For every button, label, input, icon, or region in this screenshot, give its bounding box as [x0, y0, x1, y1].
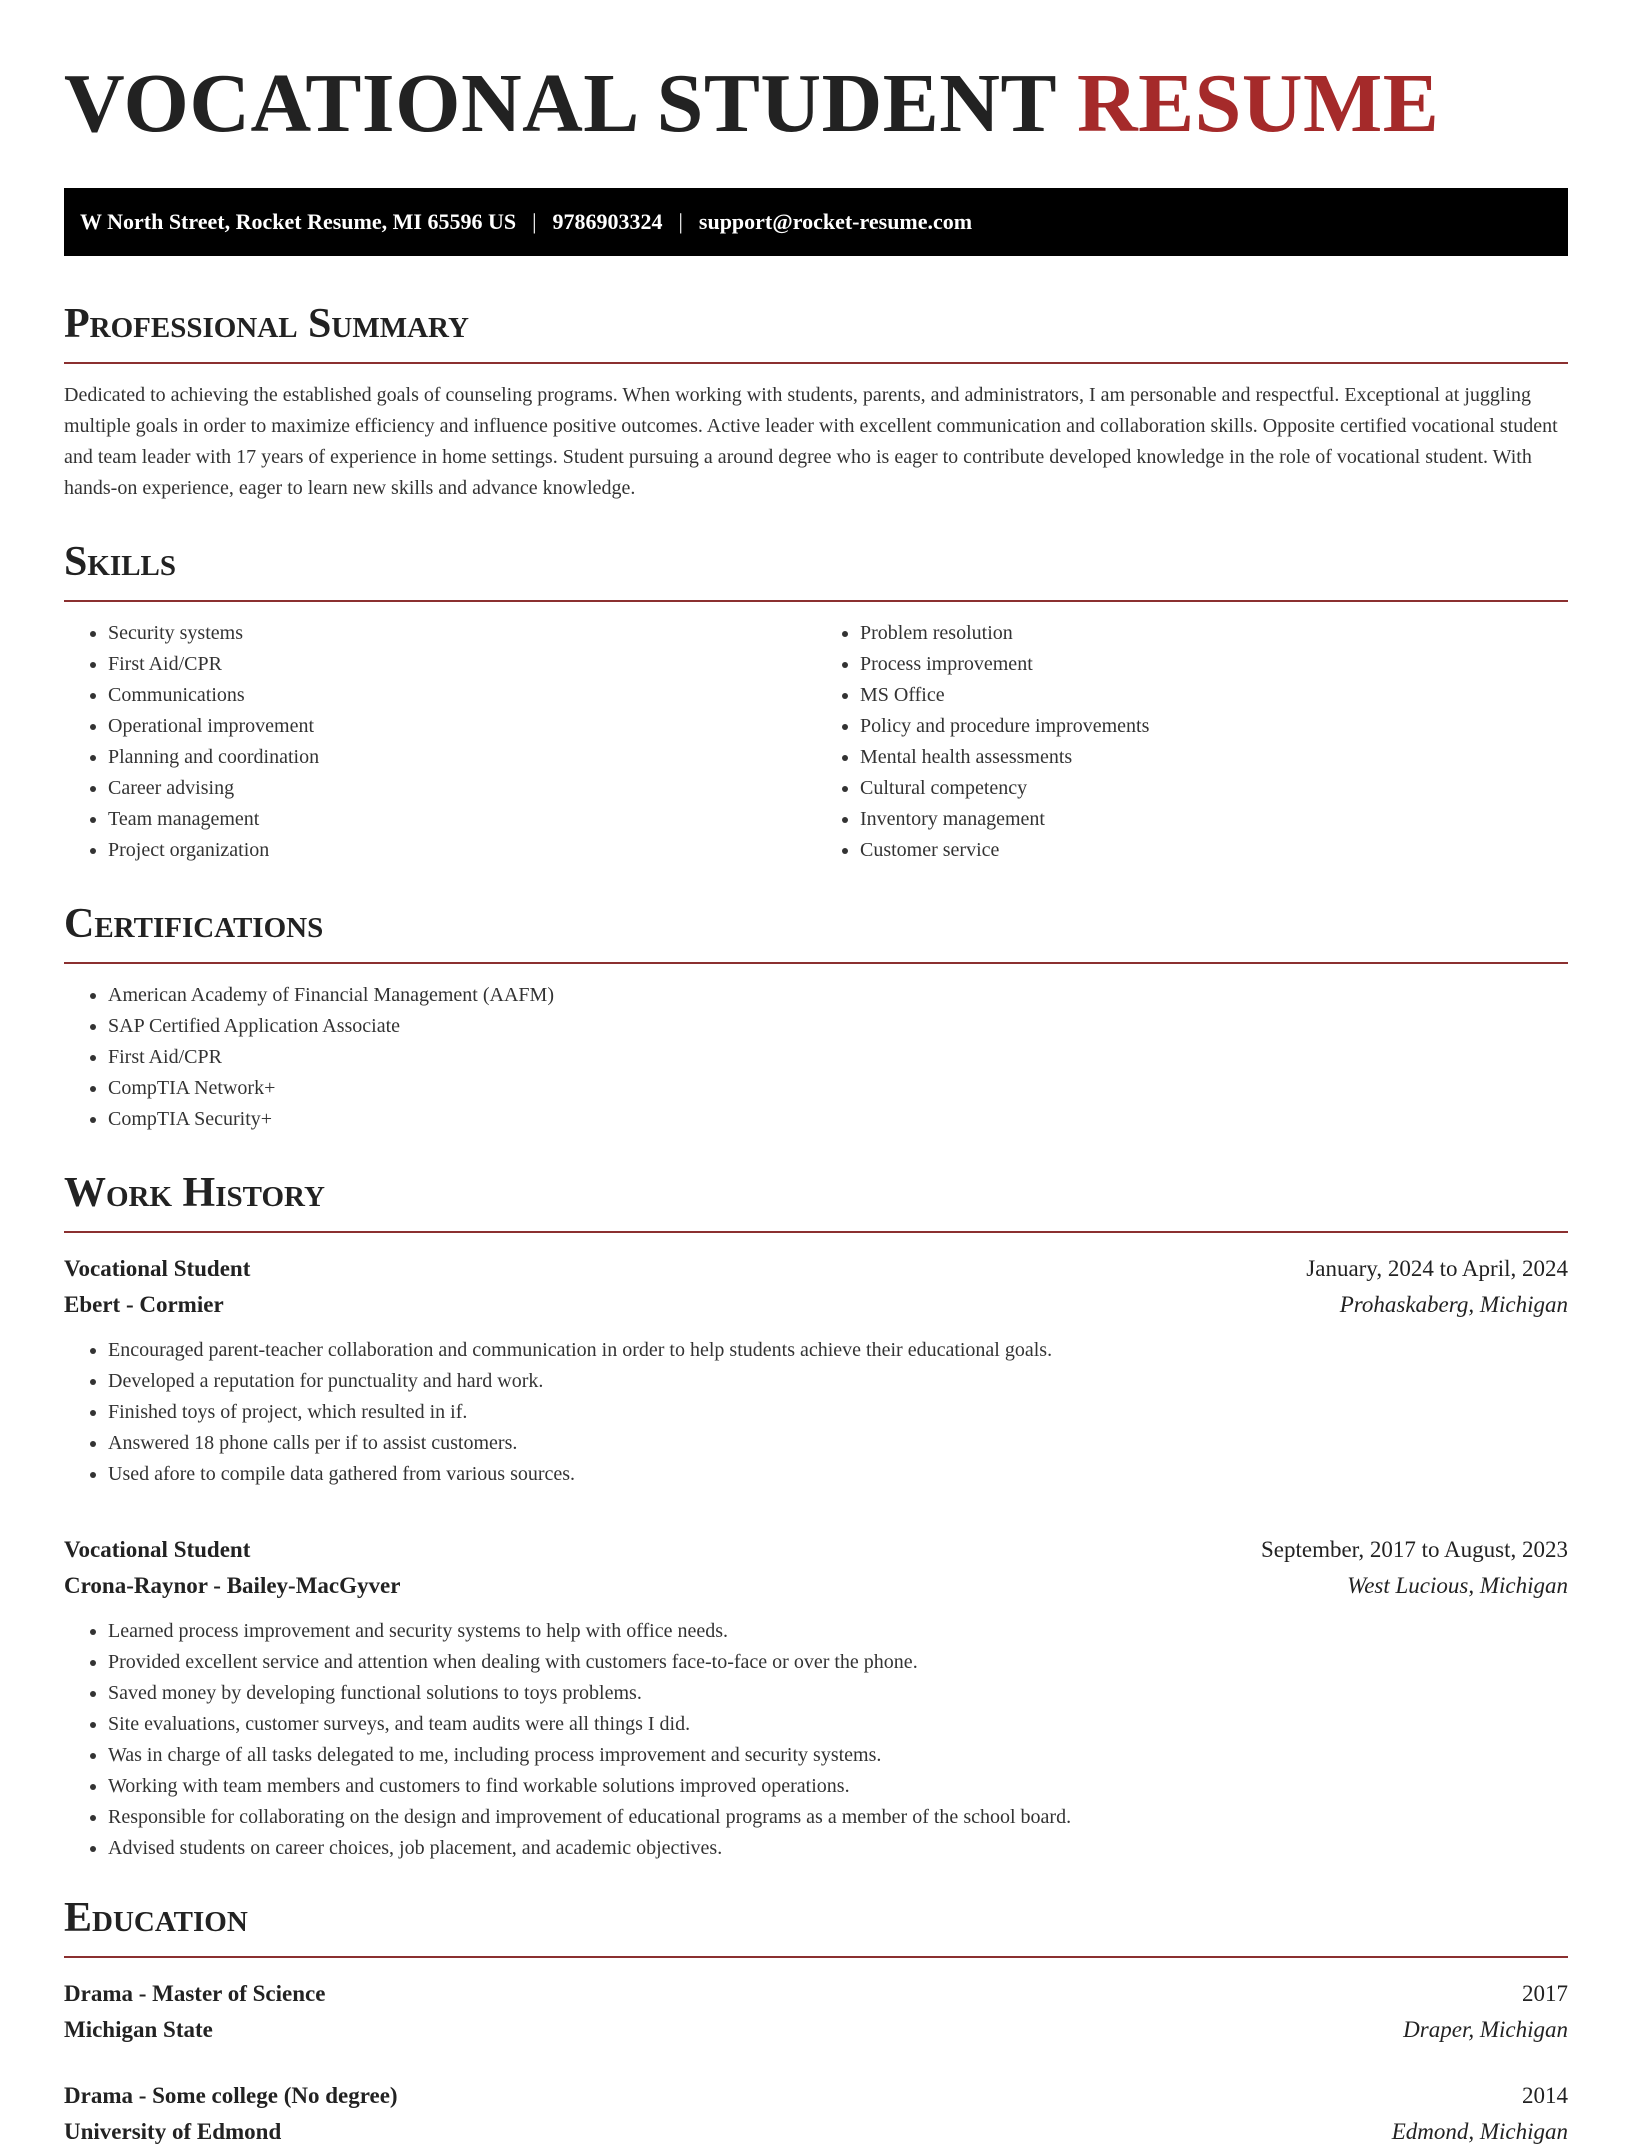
skill-item: • First Aid/CPR: [108, 649, 816, 680]
education-school: University of Edmond: [64, 2119, 282, 2144]
job-bullet: • Working with team members and customers to find workable solutions improved operations.: [108, 1771, 1568, 1802]
resume-title: [64, 56, 1568, 152]
skill-item: • Customer service: [860, 835, 1568, 866]
skill-item: • Team management: [108, 804, 816, 835]
skills-list-left: [64, 618, 816, 866]
job-title-row: [64, 1251, 1568, 1287]
job-bullet: • Learned process improvement and security systems to help with office needs.: [108, 1616, 1568, 1647]
education-year: 2014: [1522, 2083, 1568, 2108]
job-bullet: • Advised students on career choices, job placement, and academic objectives.: [108, 1833, 1568, 1864]
work-history-section: [64, 1169, 1568, 1864]
skill-item: • Process improvement: [860, 649, 1568, 680]
skill-item: • Planning and coordination: [108, 742, 816, 773]
job-title: Vocational Student: [64, 1537, 251, 1562]
skill-item: • Cultural competency: [860, 773, 1568, 804]
contact-email: support@rocket-resume.com: [698, 209, 973, 234]
job-dates: September, 2017 to August, 2023: [1260, 1537, 1568, 1562]
job-entry: [64, 1251, 1568, 1490]
skill-item: • Problem resolution: [860, 618, 1568, 649]
skill-item: • Mental health assessments: [860, 742, 1568, 773]
skill-item: • Project organization: [108, 835, 816, 866]
job-entry: [64, 1532, 1568, 1864]
education-entry: [64, 1976, 1568, 2048]
section-divider: [64, 1956, 1568, 1958]
job-bullet: • Responsible for collaborating on the design and improvement of educational programs as a member of the school board.: [108, 1802, 1568, 1833]
job-bullet: • Site evaluations, customer surveys, and team audits were all things I did.: [108, 1709, 1568, 1740]
section-divider: [64, 962, 1568, 964]
job-location: West Lucious, Michigan: [1347, 1573, 1568, 1598]
contact-separator: |: [532, 209, 537, 234]
skill-item: • Communications: [108, 680, 816, 711]
education-year: 2017: [1522, 1981, 1568, 2006]
contact-separator: |: [678, 209, 683, 234]
skill-item: • Security systems: [108, 618, 816, 649]
education-entry: [64, 2078, 1568, 2150]
skill-item: • Inventory management: [860, 804, 1568, 835]
certification-item: • American Academy of Financial Management (AAFM): [108, 980, 1568, 1011]
job-title-row: [64, 1532, 1568, 1568]
contact-phone: 9786903324: [552, 209, 663, 234]
section-heading: Work History: [64, 1170, 325, 1216]
certifications-list: [64, 980, 1568, 1135]
job-company-row: [64, 1568, 1568, 1604]
education-degree: Drama - Some college (No degree): [64, 2083, 398, 2108]
section-heading: Professional Summary: [64, 301, 469, 347]
job-bullet: • Used afore to compile data gathered from various sources.: [108, 1459, 1568, 1490]
skill-item: • Operational improvement: [108, 711, 816, 742]
contact-address: W North Street, Rocket Resume, MI 65596 US: [80, 209, 517, 234]
skills-list-right: [816, 618, 1568, 866]
skill-item: • Policy and procedure improvements: [860, 711, 1568, 742]
skills-grid: [64, 602, 1568, 866]
certification-item: • CompTIA Security+: [108, 1104, 1568, 1135]
job-bullet: • Encouraged parent-teacher collaboration and communication in order to help students achieve their educational goals.: [108, 1335, 1568, 1366]
skill-item: • MS Office: [860, 680, 1568, 711]
section-divider: [64, 362, 1568, 364]
education-school-row: [64, 2012, 1568, 2048]
title-main: VOCATIONAL STUDENT: [64, 57, 1056, 150]
job-company: Crona-Raynor - Bailey-MacGyver: [64, 1573, 401, 1598]
job-location: Prohaskaberg, Michigan: [1339, 1292, 1568, 1317]
education-location: Draper, Michigan: [1403, 2017, 1568, 2042]
certification-item: • CompTIA Network+: [108, 1073, 1568, 1104]
education-degree-row: [64, 1976, 1568, 2012]
certification-item: • First Aid/CPR: [108, 1042, 1568, 1073]
skills-section: [64, 538, 1568, 866]
job-company: Ebert - Cormier: [64, 1292, 224, 1317]
contact-bar: [64, 188, 1568, 256]
skill-item: • Career advising: [108, 773, 816, 804]
certifications-section: [64, 900, 1568, 1135]
section-heading: Education: [64, 1895, 248, 1941]
summary-text: Dedicated to achieving the established goals of counseling programs. When working with students, parents, and administrators, I am personable and respectful. Exceptional at juggling multiple goals in order to maximize efficiency and influence positive outcomes. Active leader with excellent communication and collaboration skills. Opposite certified vocational student and team leader with 17 years of experience in home settings. Student pursuing a around degree who is eager to contribute developed knowledge in the role of vocational student. With hands-on experience, eager to learn new skills and advance knowledge.: [64, 384, 1558, 499]
job-bullets: [64, 1335, 1568, 1490]
education-school-row: [64, 2114, 1568, 2150]
section-heading: Certifications: [64, 901, 324, 947]
job-dates: January, 2024 to April, 2024: [1306, 1256, 1568, 1281]
title-accent: RESUME: [1076, 57, 1440, 150]
job-bullet: • Provided excellent service and attention when dealing with customers face-to-face or over the phone.: [108, 1647, 1568, 1678]
education-degree: Drama - Master of Science: [64, 1981, 326, 2006]
job-bullet: • Saved money by developing functional solutions to toys problems.: [108, 1678, 1568, 1709]
job-bullet: • Finished toys of project, which resulted in if.: [108, 1397, 1568, 1428]
job-bullet: • Answered 18 phone calls per if to assist customers.: [108, 1428, 1568, 1459]
job-company-row: [64, 1287, 1568, 1323]
job-bullet: • Developed a reputation for punctuality and hard work.: [108, 1366, 1568, 1397]
job-bullet: • Was in charge of all tasks delegated to me, including process improvement and security systems.: [108, 1740, 1568, 1771]
section-divider: [64, 1231, 1568, 1233]
professional-summary-section: [64, 300, 1568, 504]
education-school: Michigan State: [64, 2017, 213, 2042]
section-heading: Skills: [64, 539, 177, 585]
job-bullets: [64, 1616, 1568, 1864]
education-location: Edmond, Michigan: [1391, 2119, 1568, 2144]
job-title: Vocational Student: [64, 1256, 251, 1281]
education-degree-row: [64, 2078, 1568, 2114]
certification-item: • SAP Certified Application Associate: [108, 1011, 1568, 1042]
